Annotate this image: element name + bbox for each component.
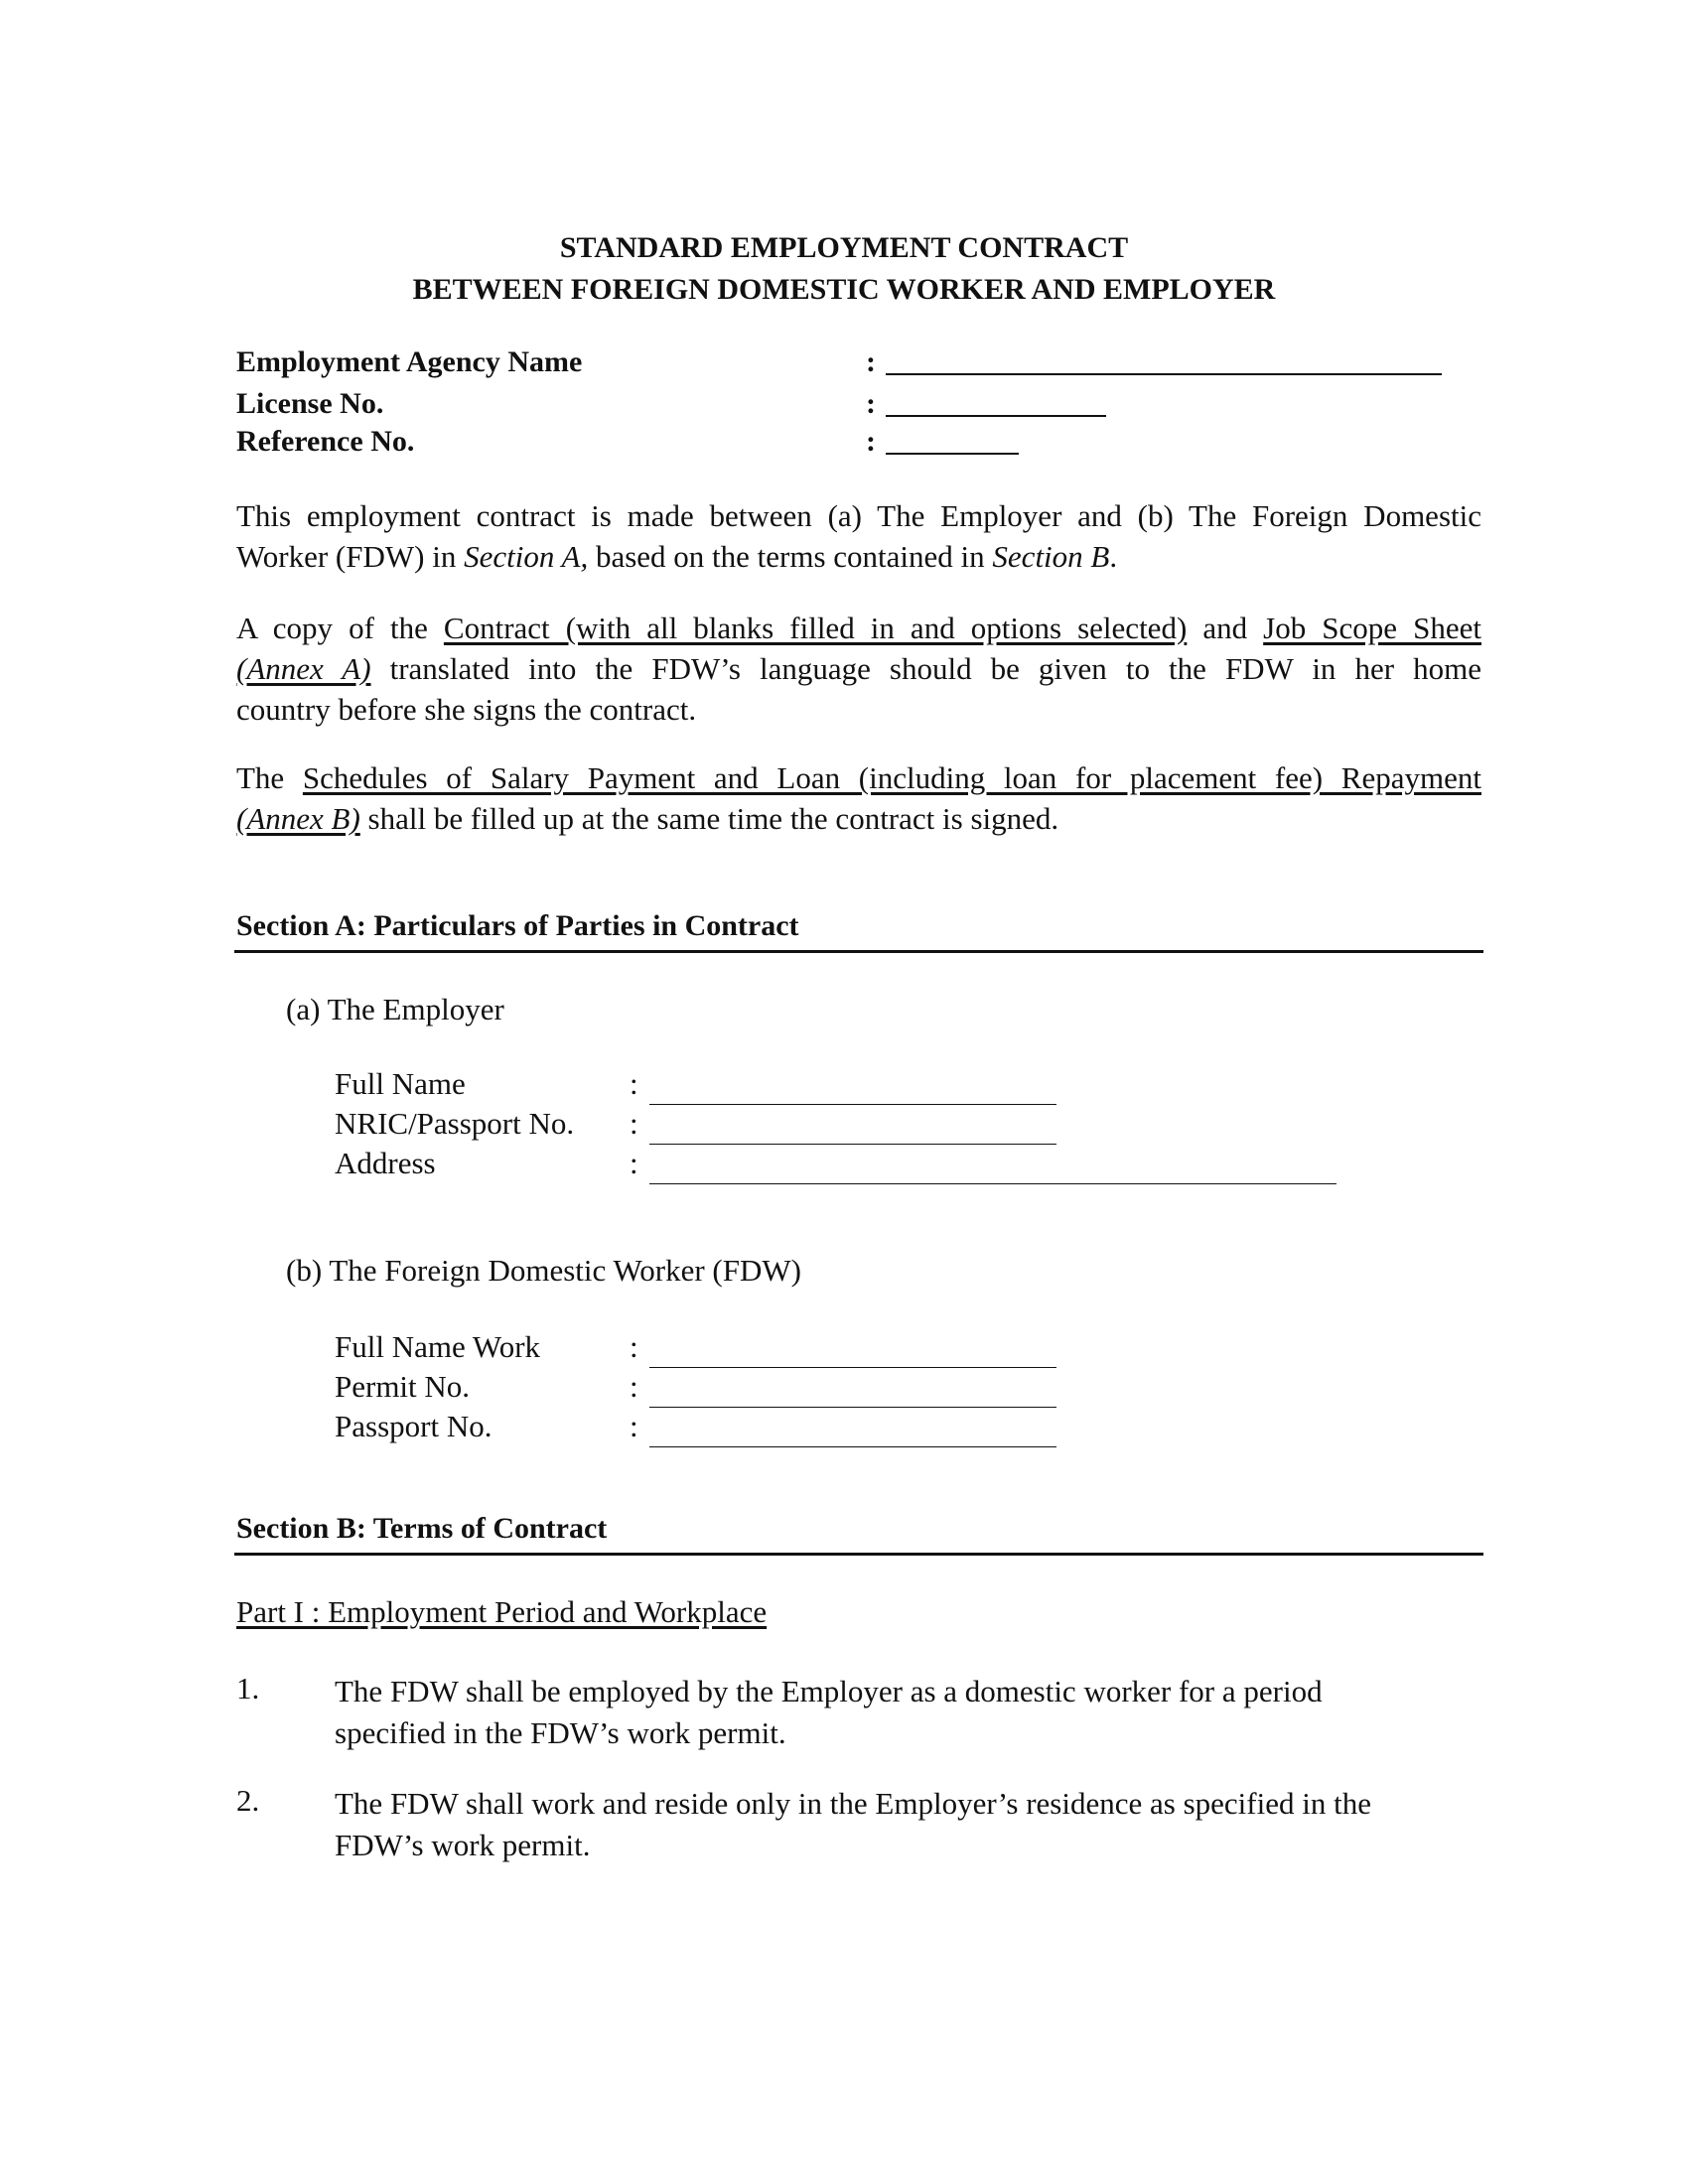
fdw-full-name-label: Full Name Work: [335, 1329, 541, 1364]
reference-no-row: [236, 425, 1229, 459]
section-b-ref: Section B: [992, 539, 1110, 574]
reference-no-field[interactable]: [886, 425, 1019, 455]
fdw-passport-no-colon: :: [630, 1409, 638, 1443]
intro-p2-line-3: country before she signs the contract.: [236, 692, 697, 727]
intro-paragraph-2: [236, 608, 1481, 730]
reference-no-colon: :: [866, 425, 876, 458]
employer-address-label: Address: [335, 1146, 436, 1180]
clause-1-number: 1.: [236, 1671, 260, 1706]
license-no-colon: :: [866, 387, 876, 420]
fdw-subheading: (b) The Foreign Domestic Worker (FDW): [286, 1253, 801, 1288]
intro-p2-line-1: A copy of the Contract (with all blanks filled in and options selected) and Job Scope Sheet: [236, 611, 1481, 645]
part-1-heading: Part I : Employment Period and Workplace: [236, 1594, 768, 1629]
contract-title-line-2: BETWEEN FOREIGN DOMESTIC WORKER AND EMPLOYER: [412, 273, 1276, 306]
clause-1-text: The FDW shall be employed by the Employer as a domestic worker for a period specified in the FDW’s work permit.: [335, 1674, 1323, 1750]
fdw-permit-no-colon: :: [630, 1369, 638, 1404]
section-a-divider: [234, 950, 1483, 953]
section-b-heading: Section B: Terms of Contract: [236, 1512, 608, 1545]
clause-2-text: The FDW shall work and reside only in the Employer’s residence as specified in the FDW’s work permit.: [335, 1786, 1371, 1862]
agency-name-colon: :: [866, 345, 876, 378]
license-no-label: License No.: [236, 387, 384, 420]
schedules-reference: Schedules of Salary Payment and Loan (including loan for placement fee) Repayment: [302, 760, 1481, 795]
agency-name-row: [236, 345, 1229, 379]
contract-title-line-1: STANDARD EMPLOYMENT CONTRACT: [559, 231, 1129, 264]
employer-nric-label: NRIC/Passport No.: [335, 1106, 575, 1141]
fdw-full-name-colon: :: [630, 1329, 638, 1364]
annex-b-reference: (Annex B): [236, 801, 360, 836]
employer-full-name-colon: :: [630, 1066, 638, 1101]
intro-paragraph-3: [236, 757, 1481, 839]
fdw-passport-no-field[interactable]: [649, 1446, 1056, 1447]
section-a-heading: Section A: Particulars of Parties in Contract: [236, 909, 799, 942]
job-scope-sheet-reference: Job Scope Sheet: [1263, 611, 1481, 645]
clause-2-number: 2.: [236, 1783, 260, 1818]
fdw-permit-no-field[interactable]: [649, 1407, 1056, 1408]
contract-reference: Contract (with all blanks filled in and options selected): [443, 611, 1188, 645]
intro-paragraph-1: [236, 495, 1481, 577]
reference-no-label: Reference No.: [236, 425, 415, 458]
intro-p1-line-2: Worker (FDW) in Section A, based on the terms contained in Section B.: [236, 539, 1118, 574]
section-b-divider: [234, 1553, 1483, 1556]
employer-nric-colon: :: [630, 1106, 638, 1141]
agency-name-field[interactable]: [886, 345, 1442, 375]
intro-p3-line-1: The Schedules of Salary Payment and Loan (including loan for placement fee) Repayment: [236, 760, 1481, 795]
employer-address-field[interactable]: [649, 1183, 1336, 1184]
agency-name-label: Employment Agency Name: [236, 345, 583, 378]
annex-a-reference: (Annex A): [236, 651, 371, 686]
employer-nric-field[interactable]: [649, 1144, 1056, 1145]
employer-full-name-field[interactable]: [649, 1104, 1056, 1105]
employer-address-colon: :: [630, 1146, 638, 1180]
intro-p3-line-2: (Annex B) shall be filled up at the same time the contract is signed.: [236, 801, 1059, 836]
intro-p2-line-2: (Annex A) translated into the FDW’s language should be given to the FDW in her home: [236, 651, 1481, 686]
employer-subheading: (a) The Employer: [286, 992, 504, 1026]
fdw-passport-no-label: Passport No.: [335, 1409, 492, 1443]
license-no-field[interactable]: [886, 387, 1106, 417]
employer-full-name-label: Full Name: [335, 1066, 466, 1101]
license-no-row: [236, 387, 1229, 421]
intro-p1-line-1: This employment contract is made between (a) The Employer and (b) The Foreign Domestic: [236, 498, 1481, 533]
fdw-permit-no-label: Permit No.: [335, 1369, 471, 1404]
section-a-ref: Section A,: [464, 539, 589, 574]
fdw-full-name-field[interactable]: [649, 1367, 1056, 1368]
